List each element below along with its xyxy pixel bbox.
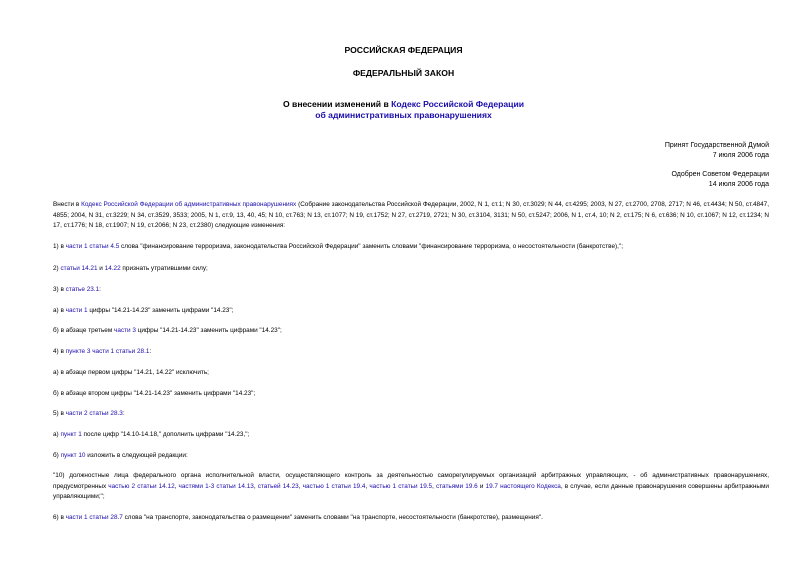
item-3b-link[interactable]: части 3	[114, 327, 136, 334]
item-3-text: :	[99, 286, 101, 293]
item-1-text: слова "финансирование терроризма, законодательства Российской Федерации" заменить словами "финансирование терроризма, о несостоятельности (банкротстве),";	[119, 243, 623, 250]
item-1	[38, 242, 784, 253]
item-5-quote	[38, 471, 769, 503]
item-2-text: признать утратившими силу;	[120, 265, 208, 272]
quote-link-6[interactable]: статьями 19.6	[436, 482, 478, 490]
quote-sep-2: ,	[253, 482, 258, 490]
intro-text: (Собрание законодательства Российской Федерации, 2002, N 1, ст.1; N 30, ст.3029; N 44, ст.4295; 2003, N 27, ст.2700, 2708, 2717; N 46, ст.4434; N 50, ст.4847, 4855; 2004, N 31, ст.3229; N 34, ст.3529, 3533; 2005, N 1, ст.9, 13, 40, 45; N 10, ст.763; N 13, ст.1077; N 19, ст.1752; N 27, ст.2719, 2721; N 30, ст.3104, 3131; N 50, ст.5247; 2006, N 1, ст.4, 10; N 2, ст.175; N 6, ст.636; N 10, ст.1067; N 12, ст.1234; N 17, ст.1776; N 18, ст.1907; N 19, ст.2066; N 23, ст.2380) следующие изменения:	[53, 201, 769, 230]
item-6	[38, 513, 784, 524]
item-5a-link[interactable]: пункт 1	[60, 431, 82, 438]
quote-link-2[interactable]: частями 1-3 статьи 14.13	[178, 482, 254, 490]
item-2	[38, 264, 784, 275]
item-5-text: :	[122, 410, 125, 417]
item-4-prefix: 4) в	[53, 348, 66, 355]
item-3a-link[interactable]: части 1	[65, 307, 88, 314]
quote-prefix: "10) должностные лица федерального органа исполнительной власти, осуществляющего контроль за деятельностью саморегулируемых организаций арбитражных управляющих, - об административных правонарушениях, предусмотренных	[53, 472, 769, 490]
item-6-link[interactable]: части 1 статьи 28.7	[65, 514, 123, 521]
quote-link-5[interactable]: частью 1 статьи 19.5	[369, 482, 433, 490]
item-6-prefix: 6) в	[53, 514, 66, 521]
item-5a-text: после цифр "14.10-14.18," дополнить цифрами "14.23,";	[81, 431, 250, 438]
item-5b-prefix: б)	[53, 452, 61, 459]
quote-link-1[interactable]: частью 2 статьи 14.12	[108, 482, 175, 490]
quote-link-7[interactable]: 19.7 настоящего Кодекса	[485, 482, 561, 490]
item-3-link[interactable]: статье 23.1	[65, 286, 100, 293]
intro-prefix: Внести в	[53, 201, 82, 208]
law-title	[0, 99, 807, 110]
item-2-link-1[interactable]: статьи 14.21	[60, 265, 98, 272]
item-3a-text: цифры "14.21-14.23" заменить цифрами "14.23";	[87, 307, 234, 314]
approved-council: Одобрен Советом Федерации	[671, 171, 769, 178]
doc-type-heading: ФЕДЕРАЛЬНЫЙ ЗАКОН	[352, 68, 455, 78]
quote-text: , в случае, если данные правонарушения совершены арбитражными управляющими;";	[53, 482, 769, 501]
law-title-line2-link[interactable]: об административных правонарушениях	[315, 110, 492, 120]
intro-code-link[interactable]: Кодекс Российской Федерации об административных правонарушениях	[81, 201, 297, 208]
item-2-prefix: 2)	[53, 265, 61, 272]
item-5-link[interactable]: части 2 статьи 28.3	[65, 410, 123, 417]
item-4-link[interactable]: пункте 3 части 1 статьи 28.1	[65, 348, 150, 355]
item-1-prefix: 1) в	[53, 243, 66, 250]
item-3	[38, 285, 784, 296]
item-5a-prefix: а)	[53, 431, 61, 438]
item-5a	[38, 430, 784, 441]
item-3-prefix: 3) в	[53, 286, 66, 293]
quote-link-3[interactable]: статьей 14.23	[257, 482, 299, 490]
item-4a: а) в абзаце первом цифры "14.21, 14.22" исключить;	[53, 369, 209, 376]
item-3b-prefix: б) в абзаце третьем	[53, 327, 115, 334]
quote-sep-5: ,	[432, 482, 436, 490]
adopted-duma-date: 7 июля 2006 года	[712, 152, 769, 159]
item-1-link[interactable]: части 1 статьи 4.5	[65, 243, 120, 250]
item-4b: б) в абзаце втором цифры "14.21-14.23" заменить цифрами "14.23";	[53, 390, 256, 397]
quote-sep-1: ,	[174, 482, 179, 490]
item-3a-prefix: а) в	[53, 307, 66, 314]
item-2-link-2[interactable]: 14.22	[104, 265, 121, 272]
item-2-mid: и	[97, 265, 105, 272]
item-5	[38, 409, 784, 420]
item-5-prefix: 5) в	[53, 410, 66, 417]
quote-link-4[interactable]: частью 1 статьи 19.4	[302, 482, 366, 490]
item-6-text: слова "на транспорте, законодательства о размещении" заменить словами "на транспорте, несостоятельности (банкротстве), размещения".	[122, 514, 543, 521]
item-5b	[38, 451, 784, 462]
quote-sep-6: и	[477, 482, 486, 490]
item-3b-text: цифры "14.21-14.23" заменить цифрами "14.23";	[135, 327, 282, 334]
adopted-duma: Принят Государственной Думой	[664, 142, 769, 149]
item-3a	[38, 306, 784, 317]
item-5b-text: изложить в следующей редакции:	[85, 452, 188, 459]
item-5b-link[interactable]: пункт 10	[60, 452, 86, 459]
item-4	[38, 347, 784, 358]
quote-sep-3: ,	[298, 482, 303, 490]
quote-sep-4: ,	[365, 482, 370, 490]
country-heading: РОССИЙСКАЯ ФЕДЕРАЦИЯ	[344, 45, 463, 55]
item-3b	[38, 326, 784, 337]
intro-paragraph	[38, 200, 769, 232]
item-4-text: :	[149, 348, 152, 355]
approved-council-date: 14 июля 2006 года	[708, 181, 769, 188]
law-title-prefix: О внесении изменений в	[282, 99, 392, 109]
code-link[interactable]: Кодекс Российской Федерации	[391, 99, 525, 109]
